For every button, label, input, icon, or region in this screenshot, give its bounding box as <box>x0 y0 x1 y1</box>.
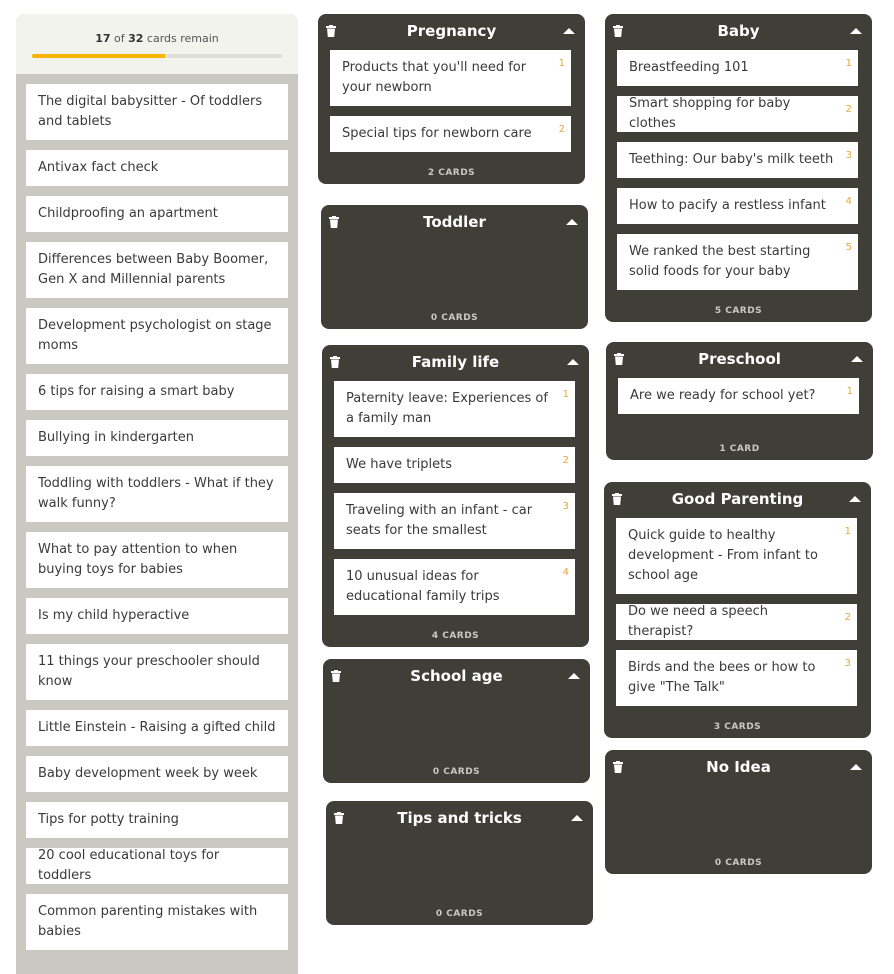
unsorted-card-list <box>16 74 298 950</box>
card-count: 0 CARDS <box>432 767 481 777</box>
card-text: We have triplets <box>346 457 453 472</box>
card-text: Special tips for newborn care <box>342 126 532 141</box>
card-count: 0 CARDS <box>430 313 479 323</box>
unsorted-card[interactable]: What to pay attention to when buying toys for babies <box>26 532 288 588</box>
card-text: Smart shopping for baby clothes <box>629 96 791 131</box>
card-number: 1 <box>558 58 565 69</box>
card-number: 1 <box>844 526 851 537</box>
cards-remaining-text <box>16 32 298 45</box>
category-card[interactable] <box>334 493 575 549</box>
category-card[interactable] <box>617 96 858 132</box>
category-header <box>322 345 589 379</box>
card-text: Birds and the bees or how to give "The Talk" <box>628 660 816 695</box>
unsorted-card[interactable]: Childproofing an apartment <box>26 196 288 232</box>
category-header <box>326 801 593 835</box>
total-count: 32 <box>128 32 144 45</box>
category-baby <box>605 14 872 322</box>
caret-up-icon[interactable] <box>850 27 862 35</box>
unsorted-card[interactable]: Tips for potty training <box>26 802 288 838</box>
category-title[interactable]: School age <box>410 667 503 685</box>
card-text: Quick guide to healthy development - From infant to school age <box>628 528 818 583</box>
card-count: 4 CARDS <box>431 631 480 641</box>
caret-up-icon[interactable] <box>571 814 583 822</box>
trash-icon[interactable] <box>330 356 340 368</box>
unsorted-card[interactable]: Bullying in kindergarten <box>26 420 288 456</box>
category-card[interactable] <box>617 188 858 224</box>
card-number: 1 <box>845 58 852 69</box>
category-card[interactable] <box>618 378 859 414</box>
card-count: 1 CARD <box>719 444 760 454</box>
card-count: 0 CARDS <box>714 858 763 868</box>
remaining-count: 17 <box>95 32 111 45</box>
trash-icon[interactable] <box>329 216 339 228</box>
unsorted-card[interactable]: Common parenting mistakes with babies <box>26 894 288 950</box>
trash-icon[interactable] <box>614 353 624 365</box>
trash-icon[interactable] <box>612 493 622 505</box>
category-title[interactable]: Pregnancy <box>406 22 497 40</box>
category-family-life <box>322 345 589 647</box>
caret-up-icon[interactable] <box>567 358 579 366</box>
caret-up-icon[interactable] <box>850 763 862 771</box>
category-header <box>606 342 873 376</box>
category-header <box>321 205 588 239</box>
card-text: Traveling with an infant - car seats for the smallest <box>346 503 533 538</box>
card-text: Teething: Our baby's milk teeth <box>629 152 834 167</box>
card-text: Are we ready for school yet? <box>630 388 816 403</box>
card-text: We ranked the best starting solid foods for your baby <box>629 244 811 279</box>
category-card[interactable] <box>616 518 857 594</box>
card-text: Products that you'll need for your newborn <box>342 60 527 95</box>
unsorted-card[interactable]: Toddling with toddlers - What if they walk funny? <box>26 466 288 522</box>
category-card[interactable] <box>334 381 575 437</box>
unsorted-card[interactable]: 6 tips for raising a smart baby <box>26 374 288 410</box>
unsorted-cards-panel <box>16 14 298 974</box>
trash-icon[interactable] <box>613 761 623 773</box>
category-no-idea <box>605 750 872 874</box>
card-text: Breastfeeding 101 <box>629 60 749 75</box>
category-card[interactable] <box>617 234 858 290</box>
card-number: 2 <box>562 455 569 466</box>
card-count: 2 CARDS <box>427 168 476 178</box>
category-title[interactable]: Family life <box>411 353 500 371</box>
unsorted-card[interactable]: Is my child hyperactive <box>26 598 288 634</box>
trash-icon[interactable] <box>334 812 344 824</box>
card-number: 1 <box>562 389 569 400</box>
card-number: 1 <box>846 386 853 397</box>
caret-up-icon[interactable] <box>851 355 863 363</box>
unsorted-card[interactable]: The digital babysitter - Of toddlers and tablets <box>26 84 288 140</box>
category-header <box>604 482 871 516</box>
remain-suffix: cards remain <box>146 32 219 45</box>
progress-bar <box>32 54 282 58</box>
progress-header <box>16 14 298 74</box>
card-number: 4 <box>845 196 852 207</box>
trash-icon[interactable] <box>331 670 341 682</box>
of-word: of <box>114 32 125 45</box>
trash-icon[interactable] <box>326 25 336 37</box>
card-text: How to pacify a restless infant <box>629 198 826 213</box>
unsorted-card[interactable]: 11 things your preschooler should know <box>26 644 288 700</box>
category-title[interactable]: Baby <box>717 22 760 40</box>
caret-up-icon[interactable] <box>566 218 578 226</box>
category-good-parenting <box>604 482 871 738</box>
unsorted-card[interactable]: Differences between Baby Boomer, Gen X and Millennial parents <box>26 242 288 298</box>
card-text: Do we need a speech therapist? <box>628 604 768 639</box>
card-number: 3 <box>562 501 569 512</box>
caret-up-icon[interactable] <box>568 672 580 680</box>
card-text: Paternity leave: Experiences of a family man <box>346 391 548 426</box>
category-pregnancy <box>318 14 585 184</box>
card-count: 3 CARDS <box>713 722 762 732</box>
card-number: 5 <box>845 242 852 253</box>
card-count: 0 CARDS <box>435 909 484 919</box>
category-header <box>605 14 872 48</box>
card-number: 2 <box>845 104 852 115</box>
category-card[interactable] <box>334 447 575 483</box>
category-tips-and-tricks <box>326 801 593 925</box>
category-title[interactable]: Tips and tricks <box>397 809 522 827</box>
category-card[interactable] <box>616 650 857 706</box>
category-school-age <box>323 659 590 783</box>
caret-up-icon[interactable] <box>563 27 575 35</box>
category-card[interactable] <box>617 50 858 86</box>
unsorted-card[interactable]: 20 cool educational toys for toddlers <box>26 848 288 884</box>
card-count: 5 CARDS <box>714 306 763 316</box>
category-card[interactable] <box>616 604 857 640</box>
progress-bar-fill <box>32 54 165 58</box>
card-number: 4 <box>562 567 569 578</box>
category-card[interactable] <box>330 116 571 152</box>
unsorted-card[interactable]: Antivax fact check <box>26 150 288 186</box>
unsorted-card[interactable]: Development psychologist on stage moms <box>26 308 288 364</box>
category-card[interactable] <box>617 142 858 178</box>
card-number: 3 <box>845 150 852 161</box>
unsorted-card[interactable]: Baby development week by week <box>26 756 288 792</box>
category-header <box>605 750 872 784</box>
category-title[interactable]: No Idea <box>706 758 771 776</box>
trash-icon[interactable] <box>613 25 623 37</box>
card-text: 10 unusual ideas for educational family trips <box>346 569 500 604</box>
category-card[interactable] <box>330 50 571 106</box>
category-toddler <box>321 205 588 329</box>
category-title[interactable]: Good Parenting <box>671 490 804 508</box>
category-title[interactable]: Toddler <box>423 213 486 231</box>
category-header <box>323 659 590 693</box>
category-header <box>318 14 585 48</box>
unsorted-card[interactable]: Little Einstein - Raising a gifted child <box>26 710 288 746</box>
card-number: 2 <box>558 124 565 135</box>
category-card[interactable] <box>334 559 575 615</box>
category-title[interactable]: Preschool <box>698 350 781 368</box>
category-preschool <box>606 342 873 460</box>
card-number: 3 <box>844 658 851 669</box>
caret-up-icon[interactable] <box>849 495 861 503</box>
card-number: 2 <box>844 612 851 623</box>
